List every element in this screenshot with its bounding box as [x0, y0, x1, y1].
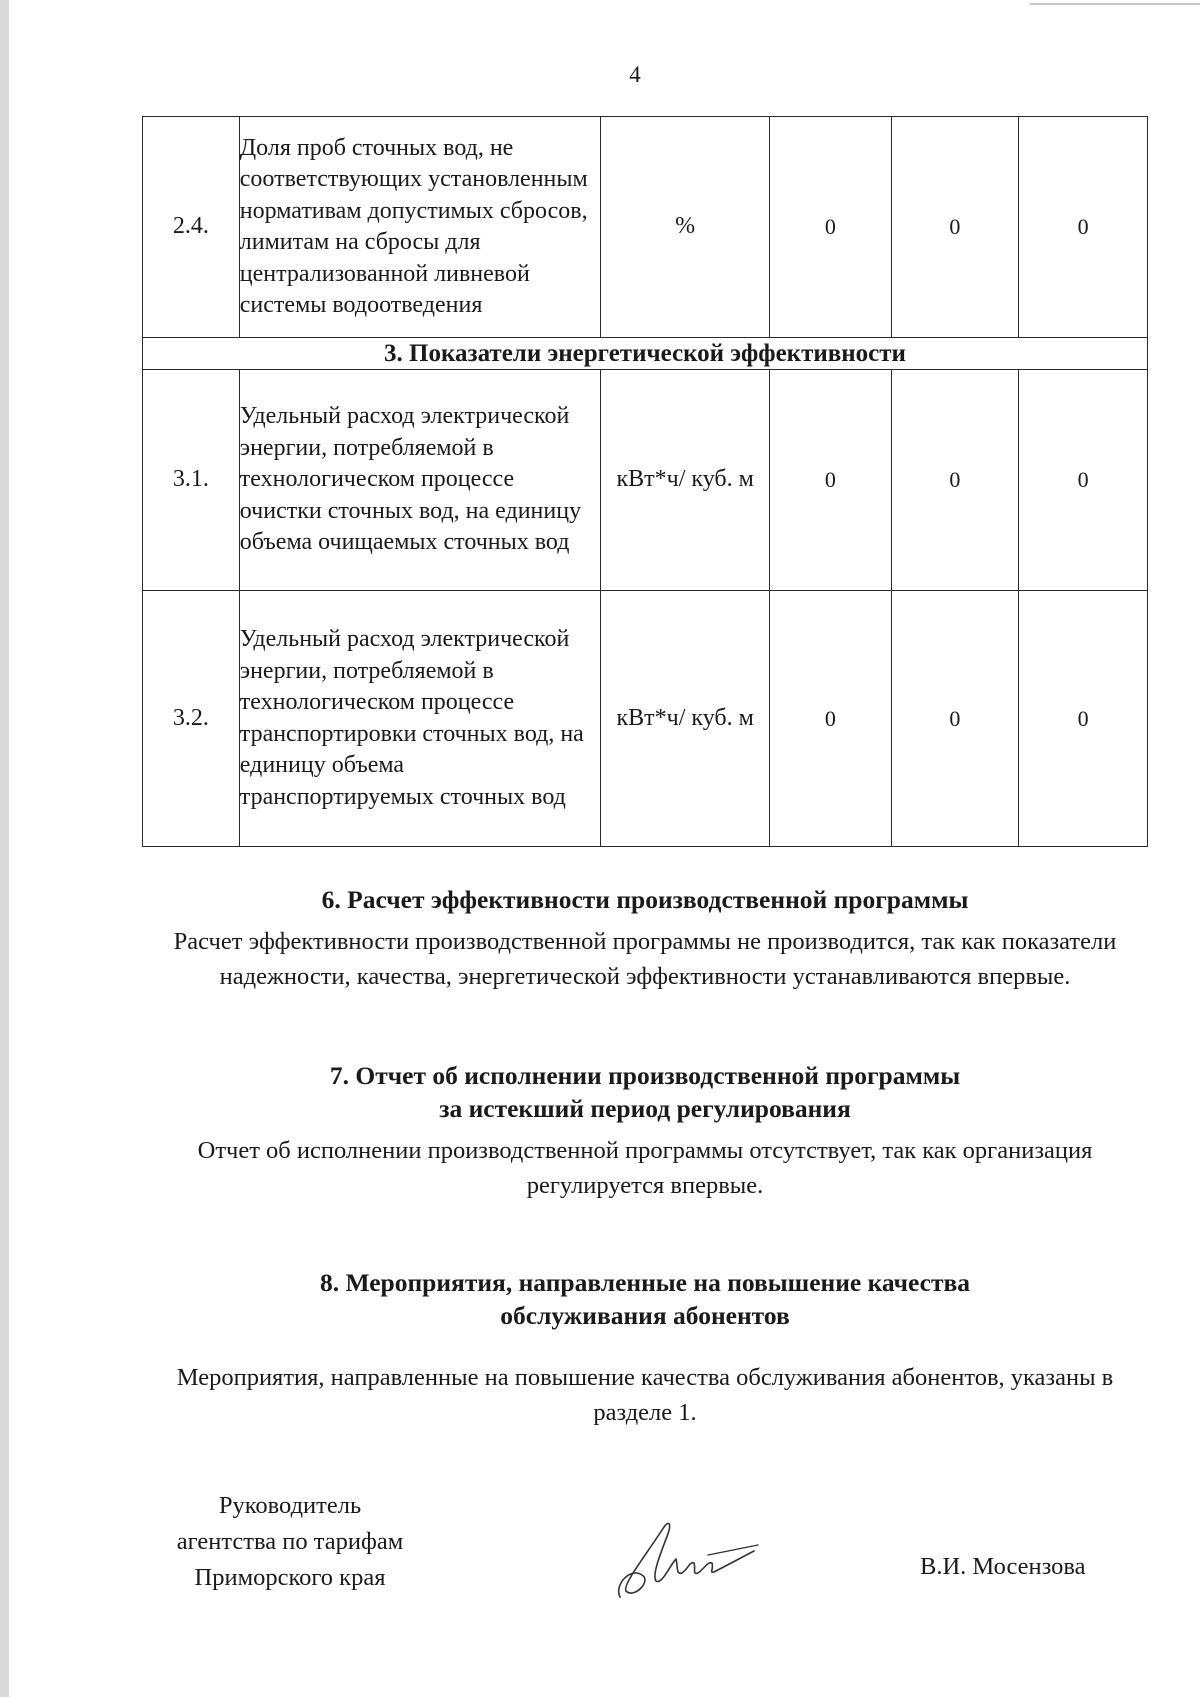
indicators-table — [142, 116, 1148, 847]
unit-cell: кВт*ч/ куб. м — [601, 370, 770, 591]
scan-edge-top — [1030, 3, 1200, 5]
signatory-name: В.И. Мосензова — [920, 1553, 1086, 1580]
position-line: Приморского края — [194, 1564, 386, 1591]
value-cell: 0 — [1019, 591, 1148, 847]
page-number: 4 — [629, 62, 641, 87]
section-row — [143, 338, 1148, 370]
table-row — [143, 370, 1148, 591]
unit-cell: % — [601, 117, 770, 338]
section7-text: Отчет об исполнении производственной программы отсутствует, так как организация регулируется впервые. — [197, 1137, 1093, 1199]
value-cell: 0 — [770, 370, 892, 591]
section7-title-line1: 7. Отчет об исполнении производственной программы — [329, 1061, 961, 1090]
value-cell: 0 — [1019, 370, 1148, 591]
row-number: 2.4. — [143, 117, 240, 338]
value-cell: 0 — [891, 370, 1019, 591]
scan-edge — [0, 0, 9, 1697]
unit-cell: кВт*ч/ куб. м — [601, 591, 770, 847]
table-row — [143, 591, 1148, 847]
table-row — [143, 117, 1148, 338]
section7-title-line2: за истекший период регулирования — [439, 1094, 851, 1123]
section6-title: 6. Расчет эффективности производственной программы — [321, 885, 969, 914]
section8-title-line2: обслуживания абонентов — [500, 1301, 790, 1330]
position-line: агентства по тарифам — [176, 1528, 404, 1555]
handwritten-signature — [612, 1515, 762, 1605]
indicator-name: Удельный расход электрической энергии, потребляемой в технологическом процессе очистки сточных вод, на единицу объема очищаемых сточных вод — [239, 370, 600, 591]
row-number: 3.1. — [143, 370, 240, 591]
section-title: 3. Показатели энергетической эффективности — [143, 338, 1148, 370]
value-cell: 0 — [770, 591, 892, 847]
value-cell: 0 — [891, 117, 1019, 338]
indicator-name: Доля проб сточных вод, не соответствующих установленным нормативам допустимых сбросов, лимитам на сбросы для централизованной ливневой системы водоотведения — [239, 117, 600, 338]
section6-text: Расчет эффективности производственной программы не производится, так как показатели надежности, качества, энергетической эффективности устанавливаются впервые. — [173, 928, 1117, 990]
position-line: Руководитель — [218, 1492, 362, 1519]
indicator-name: Удельный расход электрической энергии, потребляемой в технологическом процессе транспортировки сточных вод, на единицу объема транспортируемых сточных вод — [239, 591, 600, 847]
signatory-position — [140, 1488, 440, 1596]
section8-title-line1: 8. Мероприятия, направленные на повышение качества — [319, 1268, 971, 1297]
value-cell: 0 — [770, 117, 892, 338]
value-cell: 0 — [1019, 117, 1148, 338]
value-cell: 0 — [891, 591, 1019, 847]
row-number: 3.2. — [143, 591, 240, 847]
section8-text: Мероприятия, направленные на повышение качества обслуживания абонентов, указаны в разделе 1. — [176, 1364, 1114, 1426]
